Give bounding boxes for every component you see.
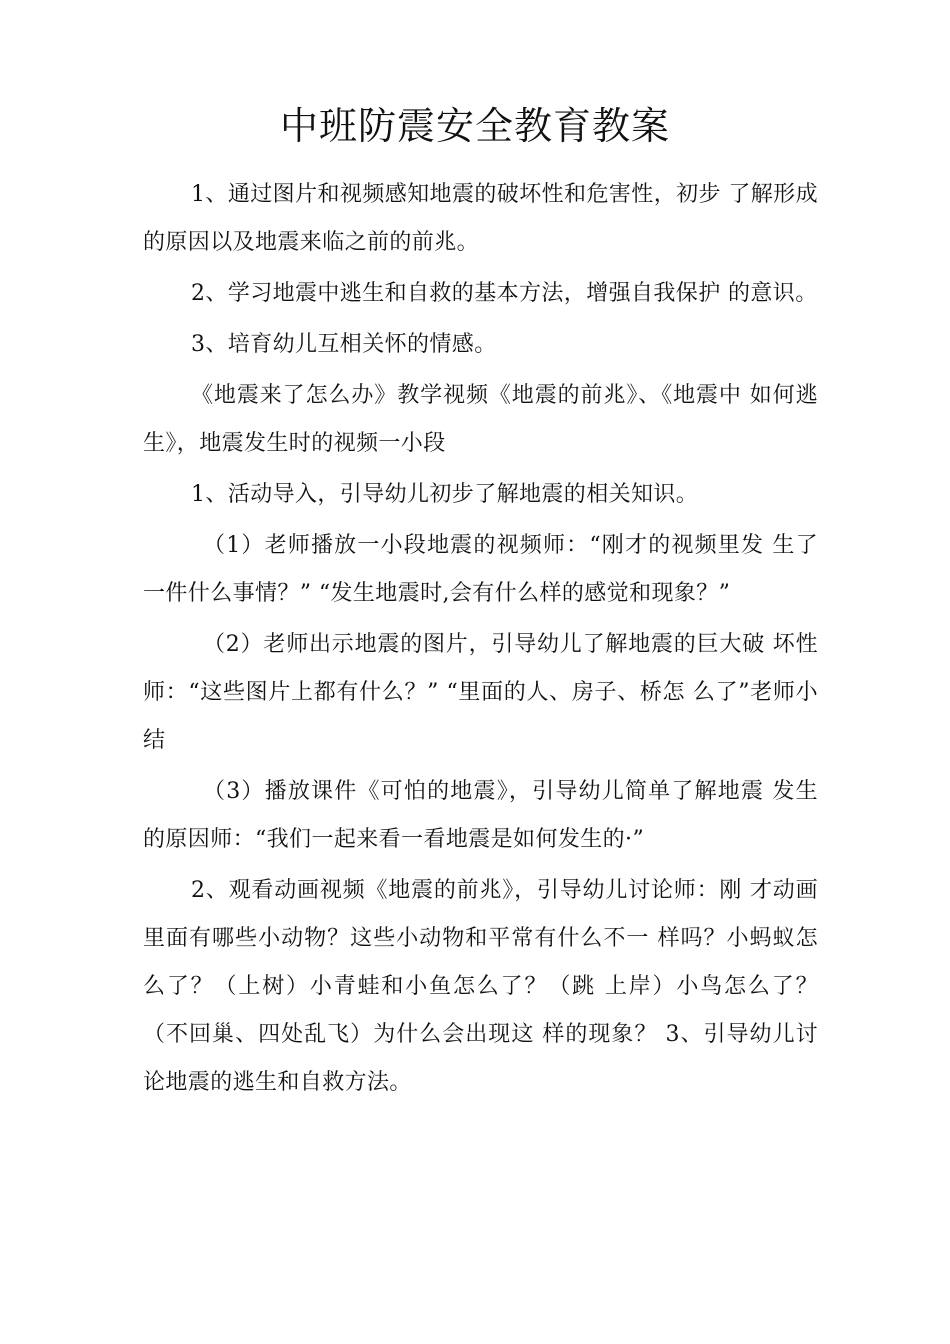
paragraph-goal-1: 1、通过图片和视频感知地震的破坏性和危害性，初步 了解形成的原因以及地震来临之前的前兆。	[143, 182, 818, 255]
paragraph-goal-3: 3、培育幼儿互相关怀的情感。	[191, 332, 497, 357]
paragraph-materials: 《地震来了怎么办》教学视频《地震的前兆》、《地震中 如何逃生》，地震发生时的视频一小段	[143, 383, 818, 456]
paragraph-step-1-2: （2）老师出示地震的图片，引导幼儿了解地震的巨大破 坏性师：“这些图片上都有什么？” “里面的人、房子、桥怎 么了”老师小结	[143, 632, 818, 753]
document-body	[143, 171, 818, 1110]
paragraph-step-1: 1、活动导入，引导幼儿初步了解地震的相关知识。	[191, 482, 699, 507]
paragraph-step-2: 2、观看动画视频《地震的前兆》，引导幼儿讨论师：刚 才动画里面有哪些小动物？这些小动物和平常有什么不一 样吗？小蚂蚁怎么了？（上树）小青蛙和小鱼怎么了？（跳 上岸）小鸟怎么了？（不回巢、四处乱飞）为什么会出现这 样的现象？ 3、引导幼儿讨论地震的逃生和自救方法。	[143, 878, 818, 1095]
paragraph-goal-2: 2、学习地震中逃生和自救的基本方法，增强自我保护 的意识。	[191, 281, 818, 306]
paragraph-step-1-3: （3）播放课件《可怕的地震》，引导幼儿简单了解地震 发生的原因师：“我们一起来看一看地震是如何发生的·”	[143, 779, 818, 852]
document-title: 中班防震安全教育教案	[279, 104, 670, 148]
paragraph-step-1-1: （1）老师播放一小段地震的视频师：“刚才的视频里发 生了一件什么事情？” “发生地震时,会有什么样的感觉和现象？”	[143, 533, 818, 606]
